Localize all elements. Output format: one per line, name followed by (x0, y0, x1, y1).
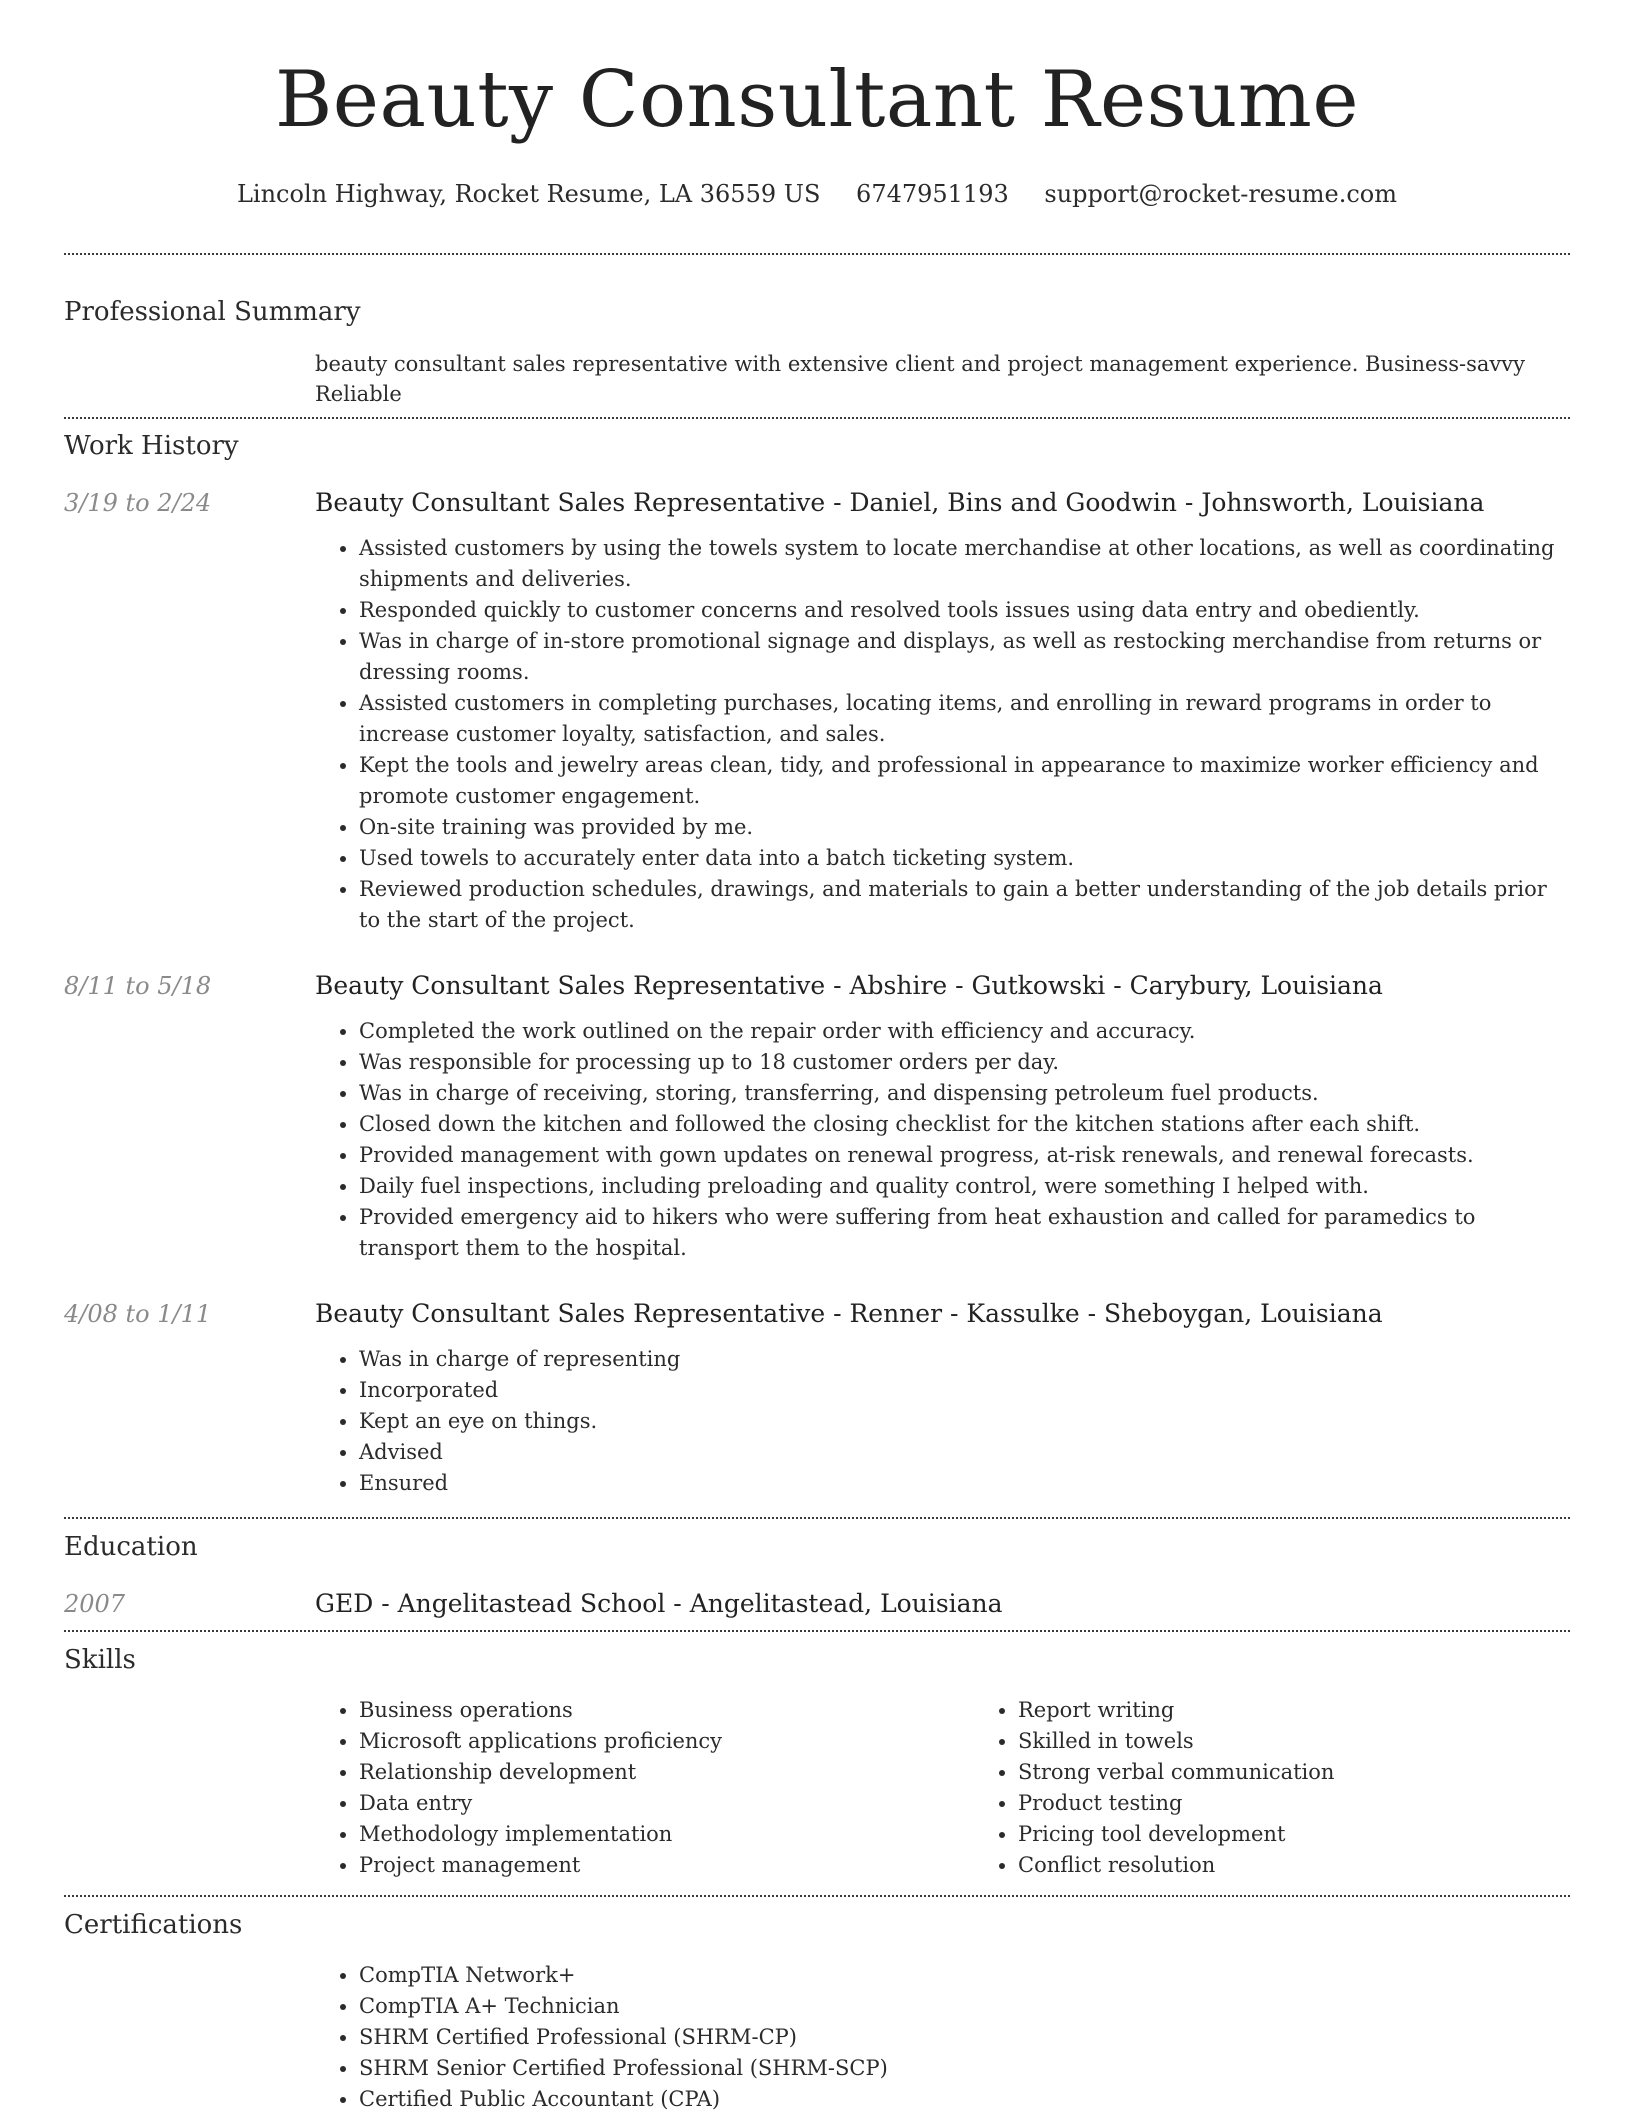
certification-item: • SHRM Certified Professional (SHRM-CP) (359, 2022, 1570, 2053)
job-title: Beauty Consultant Sales Representative - Renner - Kassulke - Sheboygan, Louisiana (315, 1299, 1383, 1328)
job-details (315, 1298, 1570, 1499)
skills-list-left (315, 1695, 974, 1881)
summary-text: beauty consultant sales representative with extensive client and project management experience. Business-savvy Reliable (315, 352, 1525, 406)
section-title-skills: Skills (64, 1645, 136, 1675)
education-year: 2007 (64, 1590, 126, 1618)
section-title-summary: Professional Summary (64, 297, 361, 327)
job-bullets (315, 1344, 1570, 1499)
job-bullet: • Ensured (359, 1468, 1570, 1499)
skill-item: • Relationship development (359, 1757, 974, 1788)
job-bullet: • On-site training was provided by me. (359, 812, 1570, 843)
job-bullet: • Advised (359, 1437, 1570, 1468)
skill-item: • Strong verbal communication (1018, 1757, 1632, 1788)
contact-phone: 6747951193 (856, 180, 1009, 208)
job-bullet: • Assisted customers by using the towels system to locate merchandise at other locations, as well as coordinating shipments and deliveries. (359, 533, 1570, 595)
divider (64, 417, 1570, 419)
certification-item: • CompTIA A+ Technician (359, 1991, 1570, 2022)
contact-address: Lincoln Highway, Rocket Resume, LA 36559 US (236, 180, 821, 208)
certifications-row (64, 1960, 1570, 2115)
job-bullet: • Reviewed production schedules, drawings, and materials to gain a better understanding of the job details prior to the start of the project. (359, 874, 1570, 936)
section-title-education: Education (64, 1532, 198, 1562)
certification-item: • SHRM Senior Certified Professional (SHRM-SCP) (359, 2053, 1570, 2084)
job-bullet: • Closed down the kitchen and followed the closing checklist for the kitchen stations after each shift. (359, 1109, 1570, 1140)
job-entry (64, 487, 1570, 936)
job-bullet: • Was in charge of receiving, storing, transferring, and dispensing petroleum fuel products. (359, 1078, 1570, 1109)
certifications-list (315, 1960, 1570, 2115)
resume-title: Beauty Consultant Resume (274, 55, 1359, 145)
job-bullet: • Kept the tools and jewelry areas clean, tidy, and professional in appearance to maximize worker efficiency and promote customer engagement. (359, 750, 1570, 812)
contact-line (64, 178, 1570, 210)
job-title: Beauty Consultant Sales Representative - Daniel, Bins and Goodwin - Johnsworth, Louisiana (315, 488, 1485, 517)
job-bullet: • Provided emergency aid to hikers who were suffering from heat exhaustion and called for paramedics to transport them to the hospital. (359, 1202, 1570, 1264)
job-bullet: • Assisted customers in completing purchases, locating items, and enrolling in reward programs in order to increase customer loyalty, satisfaction, and sales. (359, 688, 1570, 750)
skill-item: • Conflict resolution (1018, 1850, 1632, 1881)
section-title-work-history: Work History (64, 431, 239, 461)
resume-page (64, 0, 1570, 2115)
education-entry (64, 1588, 1570, 1620)
certification-item: • CompTIA Network+ (359, 1960, 1570, 1991)
job-bullets (315, 1016, 1570, 1264)
skill-item: • Report writing (1018, 1695, 1632, 1726)
skill-item: • Data entry (359, 1788, 974, 1819)
divider (64, 1517, 1570, 1519)
skill-item: • Microsoft applications proficiency (359, 1726, 974, 1757)
job-bullet: • Was in charge of representing (359, 1344, 1570, 1375)
job-bullet: • Was responsible for processing up to 18 customer orders per day. (359, 1047, 1570, 1078)
skill-item: • Product testing (1018, 1788, 1632, 1819)
job-title: Beauty Consultant Sales Representative - Abshire - Gutkowski - Carybury, Louisiana (315, 971, 1383, 1000)
skill-item: • Methodology implementation (359, 1819, 974, 1850)
job-bullet: • Provided management with gown updates on renewal progress, at-risk renewals, and renewal forecasts. (359, 1140, 1570, 1171)
job-bullet: • Was in charge of in-store promotional signage and displays, as well as restocking merchandise from returns or dressing rooms. (359, 626, 1570, 688)
skills-lists (315, 1695, 1632, 1881)
education-text: GED - Angelitastead School - Angelitastead, Louisiana (315, 1589, 1003, 1618)
job-entry (64, 970, 1570, 1264)
summary-row (64, 349, 1570, 409)
skills-row (64, 1695, 1570, 1881)
skill-item: • Business operations (359, 1695, 974, 1726)
job-dates: 4/08 to 1/11 (64, 1300, 212, 1328)
contact-email: support@rocket-resume.com (1044, 180, 1398, 208)
divider (64, 1630, 1570, 1632)
job-bullet: • Completed the work outlined on the repair order with efficiency and accuracy. (359, 1016, 1570, 1047)
skills-list-right (974, 1695, 1632, 1881)
job-entry (64, 1298, 1570, 1499)
job-dates: 3/19 to 2/24 (64, 489, 212, 517)
skill-item: • Skilled in towels (1018, 1726, 1632, 1757)
certification-item: • Certified Public Accountant (CPA) (359, 2084, 1570, 2115)
job-bullet: • Used towels to accurately enter data into a batch ticketing system. (359, 843, 1570, 874)
divider (64, 1895, 1570, 1897)
divider (64, 253, 1570, 255)
job-bullet: • Incorporated (359, 1375, 1570, 1406)
job-bullet: • Kept an eye on things. (359, 1406, 1570, 1437)
job-dates: 8/11 to 5/18 (64, 972, 212, 1000)
skill-item: • Pricing tool development (1018, 1819, 1632, 1850)
job-bullet: • Responded quickly to customer concerns and resolved tools issues using data entry and obediently. (359, 595, 1570, 626)
job-details (315, 487, 1570, 936)
skill-item: • Project management (359, 1850, 974, 1881)
job-details (315, 970, 1570, 1264)
section-title-certifications: Certifications (64, 1910, 243, 1940)
job-bullet: • Daily fuel inspections, including preloading and quality control, were something I helped with. (359, 1171, 1570, 1202)
certifications-list-wrap (315, 1960, 1570, 2115)
job-bullets (315, 533, 1570, 936)
